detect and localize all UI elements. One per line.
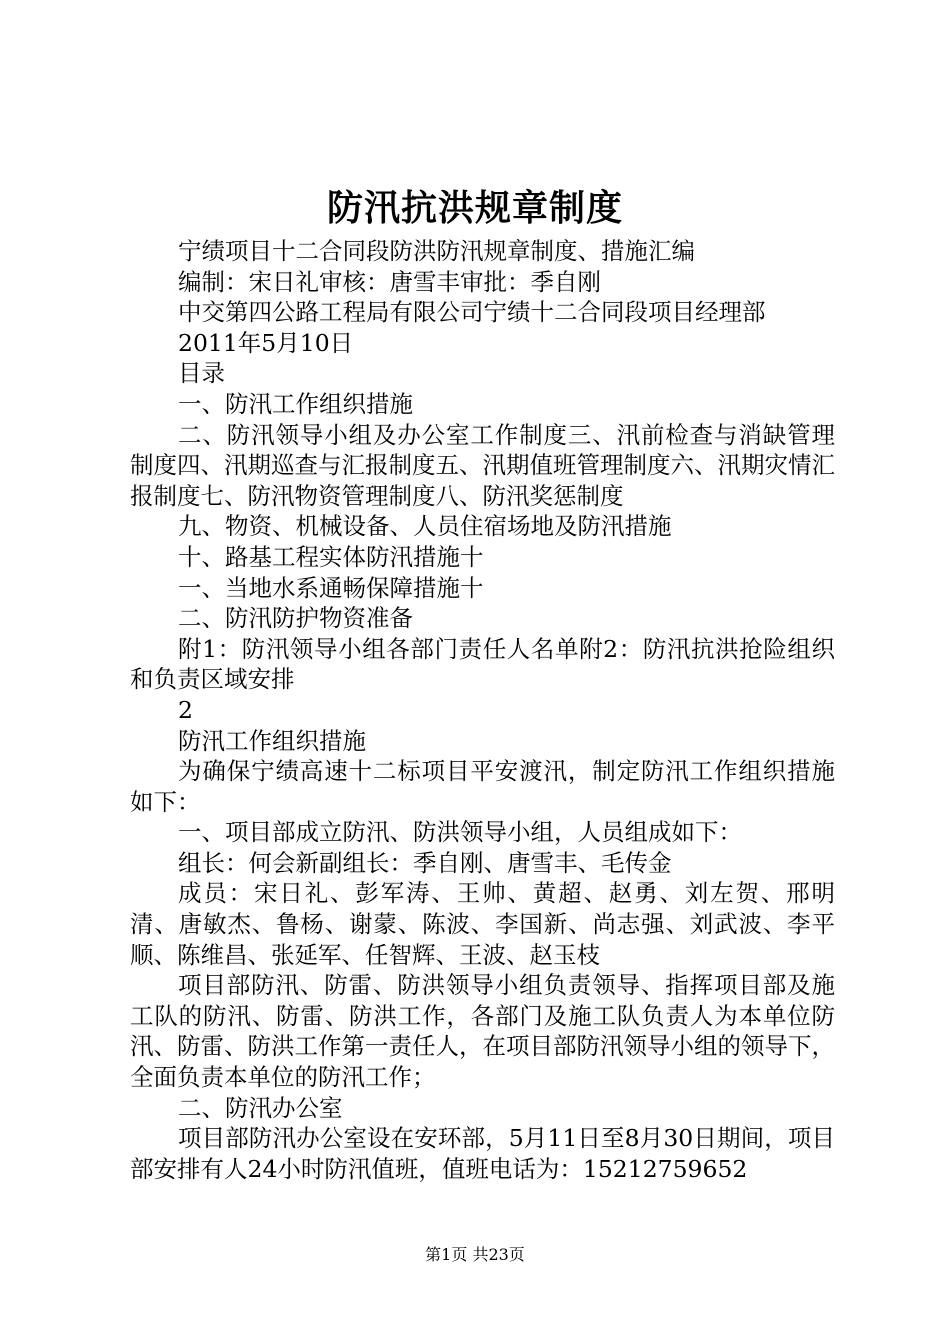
- toc-item: 一、防汛工作组织措施: [178, 389, 413, 418]
- toc-item: 二、防汛领导小组及办公室工作制度三、汛前检查与消缺管理制度四、汛期巡查与汇报制度五、汛期值班管理制度六、汛期灾情汇报制度七、防汛物资管理制度八、防汛奖惩制度: [130, 420, 835, 510]
- body-paragraph: 项目部防汛、防雷、防洪领导小组负责领导、指挥项目部及施工队的防汛、防雷、防洪工作，各部门及施工队负责人为本单位防汛、防雷、防洪工作第一责任人，在项目部防汛领导小组的领导下，全面负责本单位的防汛工作；: [130, 971, 835, 1092]
- toc-item: 二、防汛防护物资准备: [178, 604, 413, 633]
- toc-item: 十、路基工程实体防汛措施十: [178, 542, 484, 571]
- body-paragraph: 组长：何会新副组长：季自刚、唐雪丰、毛传金: [178, 848, 672, 877]
- date-paragraph: 2011年5月10日: [178, 328, 354, 357]
- subtitle-paragraph: 宁绩项目十二合同段防洪防汛规章制度、措施汇编: [178, 237, 695, 265]
- section-heading: 防汛工作组织措施: [178, 726, 366, 755]
- toc-item: 九、物资、机械设备、人员住宿场地及防汛措施: [178, 512, 672, 541]
- toc-item: 附1：防汛领导小组各部门责任人名单附2：防汛抗洪抢险组织和负责区域安排: [130, 634, 835, 694]
- toc-item: 一、当地水系通畅保障措施十: [178, 573, 484, 602]
- organization-paragraph: 中交第四公路工程局有限公司宁绩十二合同段项目经理部: [178, 298, 766, 327]
- body-paragraph: 为确保宁绩高速十二标项目平安渡汛，制定防汛工作组织措施如下：: [130, 757, 835, 816]
- document-body: [130, 236, 835, 1184]
- body-paragraph: 二、防汛办公室: [178, 1093, 343, 1122]
- toc-page-number: 2: [178, 695, 193, 724]
- body-paragraph: 一、项目部成立防汛、防洪领导小组，人员组成如下：: [178, 818, 742, 847]
- body-paragraph: 项目部防汛办公室设在安环部，5月11日至8月30日期间，项目部安排有人24小时防汛值班，值班电话为：15212759652: [130, 1124, 835, 1183]
- editors-paragraph: 编制：宋日礼审核：唐雪丰审批：季自刚: [178, 267, 601, 296]
- toc-heading: 目录: [178, 359, 225, 388]
- page-footer: 第1页 共23页: [425, 1245, 525, 1264]
- document-title: 防汛抗洪规章制度: [326, 187, 623, 229]
- body-paragraph: 成员：宋日礼、彭军涛、王帅、黄超、赵勇、刘左贺、邢明清、唐敏杰、鲁杨、谢蒙、陈波、李国新、尚志强、刘武波、李平顺、陈维昌、张延军、任智辉、王波、赵玉枝: [130, 879, 835, 969]
